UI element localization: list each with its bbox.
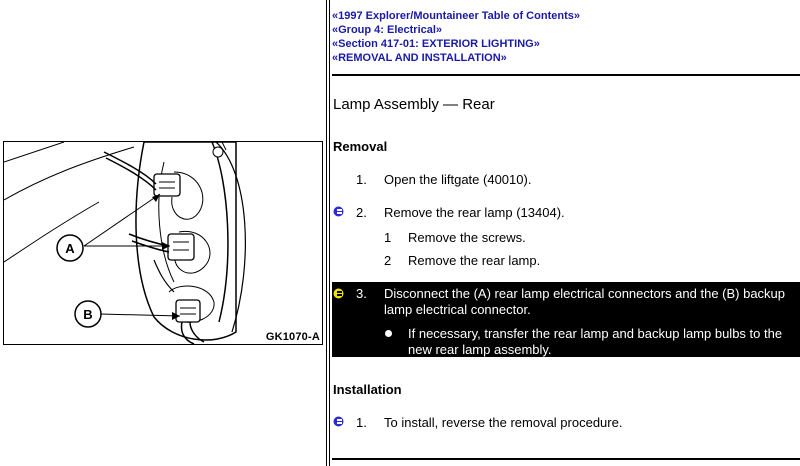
- graphic-link-arrow-icon[interactable]: [333, 288, 344, 299]
- step-text: Open the liftgate (40010).: [384, 172, 532, 187]
- footer-divider: [332, 458, 800, 460]
- breadcrumb-toc-link[interactable]: «1997 Explorer/Mountaineer Table of Contents»: [332, 10, 580, 22]
- graphic-link-arrow-icon[interactable]: [333, 206, 344, 217]
- step-text: Remove the rear lamp (13404).: [384, 205, 565, 220]
- step-number: 1.: [356, 172, 367, 187]
- step-number: 2.: [356, 205, 367, 220]
- lamp-illustration: [4, 142, 323, 345]
- note-text-line1: If necessary, transfer the rear lamp and backup lamp bulbs to the: [408, 326, 783, 341]
- step-text-line1: Disconnect the (A) rear lamp electrical connectors and the (B) backup: [384, 286, 786, 301]
- substep-number: 2: [384, 253, 392, 268]
- highlighted-step: [332, 282, 800, 357]
- bullet-icon: [385, 330, 392, 337]
- substep-number: 1: [384, 230, 392, 245]
- step-text-line2: lamp electrical connector.: [384, 302, 531, 317]
- step-number: 3.: [356, 286, 367, 301]
- note-text-line2: new rear lamp assembly.: [408, 342, 552, 357]
- step-number: 1.: [356, 415, 367, 430]
- page-title: Lamp Assembly — Rear: [333, 96, 495, 113]
- installation-heading: Installation: [333, 382, 402, 397]
- lamp-diagram: [3, 141, 323, 345]
- removal-heading: Removal: [333, 139, 388, 154]
- header-divider: [332, 74, 800, 76]
- illustration-frame: [0, 0, 324, 466]
- callout-b-label: B: [83, 307, 93, 322]
- callout-a-label: A: [65, 241, 75, 256]
- breadcrumb-group-link[interactable]: «Group 4: Electrical»: [332, 24, 443, 36]
- content-frame: [332, 0, 800, 466]
- graphic-link-arrow-icon[interactable]: [333, 416, 344, 427]
- frame-divider[interactable]: [324, 0, 332, 466]
- substep-text: Remove the screws.: [408, 230, 526, 245]
- breadcrumb-procedure-link[interactable]: «REMOVAL AND INSTALLATION»: [332, 52, 507, 64]
- figure-code: GK1070-A: [265, 331, 320, 343]
- breadcrumb-section-link[interactable]: «Section 417-01: EXTERIOR LIGHTING»: [332, 38, 540, 50]
- step-text: To install, reverse the removal procedure.: [384, 415, 623, 430]
- substep-text: Remove the rear lamp.: [408, 253, 541, 268]
